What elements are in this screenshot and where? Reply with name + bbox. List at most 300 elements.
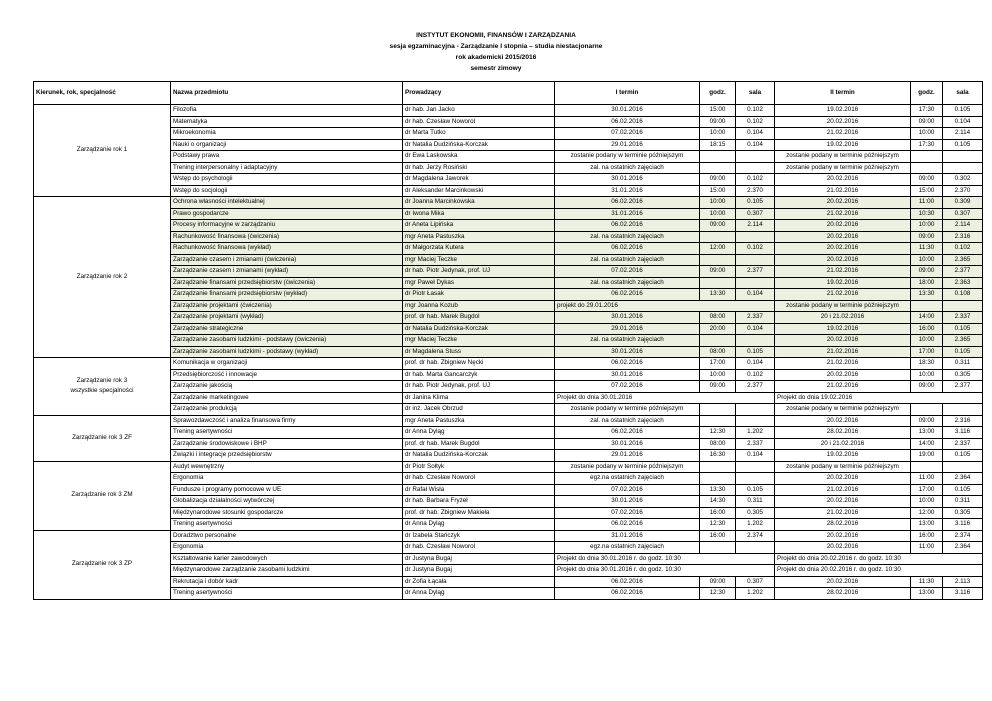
semester: semestr zimowy — [470, 65, 522, 72]
term1-room: 2.377 — [736, 381, 775, 393]
term2-date: 19.02.2016 — [775, 277, 911, 289]
subject-name: Związki i integracje przedsiębiorstw — [171, 450, 403, 462]
term1-note: zal. na ostatnich zajęciach — [555, 335, 700, 347]
term1-time: 09:00 — [700, 266, 736, 278]
term2-room: 0.105 — [943, 346, 983, 358]
term2-room: 2.316 — [943, 415, 983, 427]
term1-room — [736, 231, 775, 243]
subject-name: Mikroekonomia — [171, 128, 403, 140]
term2-time: 17:00 — [911, 484, 943, 496]
term1-time: 15:00 — [700, 105, 736, 117]
term2-date: 21.02.2016 — [775, 208, 911, 220]
term1-date: 07.02.2016 — [555, 507, 700, 519]
table-row — [34, 197, 983, 209]
subject-name: Ergonomia — [171, 542, 403, 554]
term1-date: 06.02.2016 — [555, 588, 700, 600]
subject-name: Zarządzanie zasobami ludzkimi - podstawy (wykład) — [171, 346, 403, 358]
term1-time: 13:30 — [700, 484, 736, 496]
term1-room — [736, 335, 775, 347]
term2-time — [911, 404, 943, 416]
term1-room — [736, 542, 775, 554]
term1-room: 0.104 — [736, 450, 775, 462]
term2-note: Projekt do dnia 20.02.2016 r. do godz. 10:30 — [775, 553, 983, 565]
term2-date: 20.02.2016 — [775, 496, 911, 508]
term2-room — [943, 461, 983, 473]
term1-time: 16:00 — [700, 530, 736, 542]
term1-time: 09:00 — [700, 576, 736, 588]
term1-date: 06.02.2016 — [555, 289, 700, 301]
term1-room: 0.307 — [736, 576, 775, 588]
subject-name: Zarządzanie projektami (wykład) — [171, 312, 403, 324]
term2-room — [943, 162, 983, 174]
col-header-godz1: godz. — [700, 82, 736, 105]
table-row — [34, 266, 983, 278]
subject-name: Komunikacja w organizacji — [171, 358, 403, 370]
term2-date: 19.02.2016 — [775, 105, 911, 117]
col-header-prowadzacy: Prowadzący — [403, 82, 555, 105]
term1-date: 30.01.2016 — [555, 438, 700, 450]
subject-name: Zarządzanie strategiczne — [171, 323, 403, 335]
term2-room: 0.108 — [943, 289, 983, 301]
lecturer-name: dr hab. Piotr Jedynak, prof. UJ — [403, 266, 555, 278]
table-row — [34, 496, 983, 508]
subject-name: Trening interpersonalny i adaptacyjny — [171, 162, 403, 174]
term1-note: zal. na ostatnich zajęciach — [555, 415, 700, 427]
term1-room: 0.105 — [736, 484, 775, 496]
term2-date: 19.02.2016 — [775, 450, 911, 462]
term2-room: 0.309 — [943, 197, 983, 209]
term2-time: 10:00 — [911, 254, 943, 266]
term1-room: 0.311 — [736, 496, 775, 508]
term1-date: 07.02.2016 — [555, 128, 700, 140]
term2-room: 2.113 — [943, 576, 983, 588]
term2-room: 2.114 — [943, 220, 983, 232]
term1-time: 12:30 — [700, 588, 736, 600]
table-row — [34, 151, 983, 163]
term2-note: zostanie podany w terminie późniejszym — [775, 162, 911, 174]
term1-date: 29.01.2016 — [555, 139, 700, 151]
term1-time: 20:00 — [700, 323, 736, 335]
term1-room: 2.377 — [736, 266, 775, 278]
term1-room: 0.105 — [736, 346, 775, 358]
group-label — [34, 197, 171, 358]
table-row — [34, 369, 983, 381]
term2-note: zostanie podany w terminie późniejszym — [775, 151, 911, 163]
lecturer-name: dr hab. Piotr Jedynak, prof. UJ — [403, 381, 555, 393]
subject-name: Matematyka — [171, 116, 403, 128]
term1-room — [736, 415, 775, 427]
term2-room: 0.305 — [943, 507, 983, 519]
table-row — [34, 105, 983, 117]
term1-date: 07.02.2016 — [555, 381, 700, 393]
term2-room: 2.363 — [943, 277, 983, 289]
table-row — [34, 427, 983, 439]
term1-note: zostanie podany w terminie późniejszym — [555, 151, 700, 163]
term1-room: 1.202 — [736, 519, 775, 531]
term1-note: zostanie podany w terminie późniejszym — [555, 461, 700, 473]
group-label-line: wszystkie specjalności — [70, 387, 134, 395]
lecturer-name: prof. dr hab. Marek Bugdol — [403, 312, 555, 324]
group-label-line: Zarządzanie rok 3 ZF — [72, 433, 132, 441]
term2-room: 2.364 — [943, 473, 983, 485]
term2-time: 14:00 — [911, 312, 943, 324]
subject-name: Zarządzanie jakością — [171, 381, 403, 393]
term2-time: 11:30 — [911, 243, 943, 255]
term1-time: 10:00 — [700, 208, 736, 220]
term1-time: 18:15 — [700, 139, 736, 151]
term1-date: 06.02.2016 — [555, 358, 700, 370]
term2-room: 2.365 — [943, 254, 983, 266]
term1-date: 06.02.2016 — [555, 519, 700, 531]
term2-time: 10:00 — [911, 335, 943, 347]
term2-time: 09:00 — [911, 174, 943, 186]
table-row — [34, 128, 983, 140]
institute-title: INSTYTUT EKONOMII, FINANSÓW I ZARZĄDZANIA — [416, 32, 576, 39]
term2-time: 10:00 — [911, 128, 943, 140]
term2-time: 11:30 — [911, 576, 943, 588]
term2-date: 20.02.2016 — [775, 415, 911, 427]
lecturer-name: dr Aneta Lipińska — [403, 220, 555, 232]
table-row — [34, 231, 983, 243]
term2-date: 20.02.2016 — [775, 116, 911, 128]
subject-name: Zarządzanie zasobami ludzkimi - podstawy (ćwiczenia) — [171, 335, 403, 347]
lecturer-name: dr Natalia Dudzińska-Korczak — [403, 323, 555, 335]
table-row — [34, 450, 983, 462]
subject-name: Zarządzanie marketingowe — [171, 392, 403, 404]
term1-note: zal. na ostatnich zajęciach — [555, 162, 700, 174]
term2-note: Projekt do dnia 20.02.2016 r. do godz. 10:30 — [775, 565, 983, 577]
term2-room — [943, 151, 983, 163]
term2-room: 2.377 — [943, 381, 983, 393]
table-row — [34, 346, 983, 358]
term1-room — [736, 254, 775, 266]
term1-room: 0.104 — [736, 139, 775, 151]
term1-time — [700, 335, 736, 347]
subject-name: Trening asertywności — [171, 427, 403, 439]
table-row — [34, 415, 983, 427]
term1-time: 10:00 — [700, 128, 736, 140]
group-label — [34, 461, 171, 530]
term2-time: 19:00 — [911, 450, 943, 462]
lecturer-name: prof. dr hab. Marek Bugdol — [403, 438, 555, 450]
term1-time: 10:00 — [700, 369, 736, 381]
term2-room: 2.365 — [943, 335, 983, 347]
term2-time: 09:00 — [911, 116, 943, 128]
lecturer-name: mgr Aneta Pastuszka — [403, 415, 555, 427]
lecturer-name: dr Małgorzata Kutera — [403, 243, 555, 255]
term2-date: 20.02.2016 — [775, 174, 911, 186]
term2-date: 28.02.2016 — [775, 519, 911, 531]
subject-name: Filozofia — [171, 105, 403, 117]
term2-date: 21.02.2016 — [775, 289, 911, 301]
subject-name: Zarządzanie finansami przedsiębiorstw (ćwiczenia) — [171, 277, 403, 289]
term1-time: 09:00 — [700, 381, 736, 393]
term2-room: 0.105 — [943, 139, 983, 151]
lecturer-name: mgr Aneta Pastuszka — [403, 231, 555, 243]
term1-room: 0.102 — [736, 243, 775, 255]
table-row — [34, 473, 983, 485]
term2-date: 19.02.2016 — [775, 139, 911, 151]
lecturer-name: dr inż. Jacek Obrzud — [403, 404, 555, 416]
term1-time — [700, 151, 736, 163]
table-row — [34, 358, 983, 370]
group-label — [34, 530, 171, 599]
term1-time: 08:00 — [700, 438, 736, 450]
subject-name: Rekrutacja i dobór kadr — [171, 576, 403, 588]
term2-time: 11:00 — [911, 197, 943, 209]
subject-name: Nauki o organizacji — [171, 139, 403, 151]
subject-name: Międzynarodowe zarządzanie zasobami ludzkimi — [171, 565, 403, 577]
term1-date: 30.01.2016 — [555, 174, 700, 186]
term1-time: 08:00 — [700, 346, 736, 358]
term1-note: zostanie podany w terminie późniejszym — [555, 404, 700, 416]
term2-date: 20.02.2016 — [775, 473, 911, 485]
term1-date: 06.02.2016 — [555, 427, 700, 439]
term2-date: 21.02.2016 — [775, 484, 911, 496]
term1-date: 07.02.2016 — [555, 266, 700, 278]
subject-name: Przedsiębiorczość i innowacje — [171, 369, 403, 381]
term2-time: 10:00 — [911, 369, 943, 381]
exam-schedule-table — [33, 81, 983, 600]
term2-room: 2.370 — [943, 185, 983, 197]
table-row — [34, 576, 983, 588]
term1-date: 29.01.2016 — [555, 450, 700, 462]
lecturer-name: dr Magdalena Stuss — [403, 346, 555, 358]
term1-date: 31.01.2016 — [555, 185, 700, 197]
term2-room: 3.116 — [943, 427, 983, 439]
term1-note: Projekt do dnia 30.01.2016 r. do godz. 10:30 — [555, 565, 775, 577]
term1-time: 14:30 — [700, 496, 736, 508]
term2-time: 10:00 — [911, 496, 943, 508]
term1-time: 15:00 — [700, 185, 736, 197]
term1-room: 0.305 — [736, 507, 775, 519]
term1-date: 06.02.2016 — [555, 220, 700, 232]
lecturer-name: dr hab. Marta Gancarczyk — [403, 369, 555, 381]
lecturer-name: dr Natalia Dudzińska-Korczak — [403, 450, 555, 462]
group-label — [34, 105, 171, 197]
term1-room: 0.102 — [736, 369, 775, 381]
term2-note: zostanie podany w terminie późniejszym — [775, 300, 911, 312]
term2-date: 20.02.2016 — [775, 243, 911, 255]
term1-date: 06.02.2016 — [555, 116, 700, 128]
term1-time: 10:00 — [700, 197, 736, 209]
subject-name: Zarządzanie projektami (ćwiczenia) — [171, 300, 403, 312]
lecturer-name: dr Aleksander Marcinkowski — [403, 185, 555, 197]
subject-name: Sprawozdawczość i analiza finansowa firmy — [171, 415, 403, 427]
group-label-line: Zarządzanie rok 3 ZP — [71, 560, 133, 568]
term1-time: 09:00 — [700, 174, 736, 186]
col-header-godz2: godz. — [911, 82, 943, 105]
term1-room: 0.104 — [736, 323, 775, 335]
term1-room: 2.337 — [736, 312, 775, 324]
term2-note: zostanie podany w terminie późniejszym — [775, 461, 911, 473]
term2-date: 21.02.2016 — [775, 266, 911, 278]
term2-room: 0.311 — [943, 358, 983, 370]
term2-room: 3.116 — [943, 519, 983, 531]
term2-room: 3.116 — [943, 588, 983, 600]
term1-date: 29.01.2016 — [555, 323, 700, 335]
term2-date: 21.02.2016 — [775, 346, 911, 358]
lecturer-name: dr Justyna Bugaj — [403, 565, 555, 577]
term2-date: 21.02.2016 — [775, 185, 911, 197]
term1-note: zal. na ostatnich zajęciach — [555, 231, 700, 243]
term2-time: 16:00 — [911, 530, 943, 542]
term1-room — [736, 473, 775, 485]
lecturer-name: dr Ewa Laskowska — [403, 151, 555, 163]
table-row — [34, 542, 983, 554]
term1-room: 2.114 — [736, 220, 775, 232]
term2-time: 13:00 — [911, 427, 943, 439]
subject-name: Rachunkowość finansowa (ćwiczenia) — [171, 231, 403, 243]
term1-date: 30.01.2016 — [555, 312, 700, 324]
term2-date: 28.02.2016 — [775, 588, 911, 600]
term1-note: zal. na ostatnich zajęciach — [555, 254, 700, 266]
subject-name: Wstęp do socjologii — [171, 185, 403, 197]
subject-name: Zarządzanie środowiskowe i BHP — [171, 438, 403, 450]
table-row — [34, 588, 983, 600]
subject-name: Audyt wewnętrzny — [171, 461, 403, 473]
subject-name: Wstęp do psychologii — [171, 174, 403, 186]
term1-room: 2.370 — [736, 185, 775, 197]
col-header-nazwa: Nazwa przedmiotu — [171, 82, 403, 105]
subject-name: Ochrona własności intelektualnej — [171, 197, 403, 209]
header-row — [34, 82, 983, 105]
term1-date: 06.02.2016 — [555, 197, 700, 209]
term2-room: 2.374 — [943, 530, 983, 542]
term2-room: 0.311 — [943, 496, 983, 508]
term1-room: 0.104 — [736, 358, 775, 370]
term1-date: 31.01.2016 — [555, 208, 700, 220]
group-label — [34, 415, 171, 461]
table-row — [34, 461, 983, 473]
term1-date: 07.02.2016 — [555, 484, 700, 496]
col-header-sala2: sala — [943, 82, 983, 105]
term2-time: 09:00 — [911, 415, 943, 427]
table-row — [34, 312, 983, 324]
term1-time: 12:00 — [700, 243, 736, 255]
term1-room: 1.202 — [736, 588, 775, 600]
lecturer-name: dr Anna Dyląg — [403, 427, 555, 439]
lecturer-name: dr Piotr Łasak — [403, 289, 555, 301]
subject-name: Zarządzanie czasem i zmianami (ćwiczenia) — [171, 254, 403, 266]
table-row — [34, 438, 983, 450]
term2-date: 20 i 21.02.2016 — [775, 312, 911, 324]
lecturer-name: dr Anna Dyląg — [403, 588, 555, 600]
term1-room: 2.374 — [736, 530, 775, 542]
term2-date: 21.02.2016 — [775, 507, 911, 519]
term1-time: 12:30 — [700, 519, 736, 531]
col-header-termin1: I termin — [555, 82, 700, 105]
term2-room: 2.337 — [943, 312, 983, 324]
term1-note: projekt do 29.01.2016 — [555, 300, 775, 312]
term1-time — [700, 415, 736, 427]
lecturer-name: dr hab. Czesław Noworol — [403, 116, 555, 128]
lecturer-name: mgr Maciej Teczke — [403, 335, 555, 347]
term2-time: 09:00 — [911, 381, 943, 393]
term2-time — [911, 461, 943, 473]
table-row — [34, 139, 983, 151]
term1-room: 0.104 — [736, 128, 775, 140]
term2-time: 14:00 — [911, 438, 943, 450]
term1-date: 30.01.2016 — [555, 346, 700, 358]
lecturer-name: mgr Paweł Dykas — [403, 277, 555, 289]
table-row — [34, 243, 983, 255]
term1-time — [700, 254, 736, 266]
table-row — [34, 565, 983, 577]
term1-date: 30.01.2016 — [555, 105, 700, 117]
subject-name: Rachunkowość finansowa (wykład) — [171, 243, 403, 255]
term2-time: 13:30 — [911, 289, 943, 301]
term2-date: 20.02.2016 — [775, 369, 911, 381]
term2-date: 20.02.2016 — [775, 530, 911, 542]
term2-room: 0.104 — [943, 116, 983, 128]
term2-room: 0.307 — [943, 208, 983, 220]
lecturer-name: dr Piotr Sołtyk — [403, 461, 555, 473]
term1-room: 2.337 — [736, 438, 775, 450]
term1-time: 09:00 — [700, 220, 736, 232]
term1-date: 30.01.2016 — [555, 496, 700, 508]
table-row — [34, 174, 983, 186]
term1-note: egz.na ostatnich zajęciach — [555, 473, 700, 485]
group-label — [34, 358, 171, 416]
term1-time: 17:00 — [700, 358, 736, 370]
schedule-body — [34, 105, 983, 600]
table-row — [34, 116, 983, 128]
table-row — [34, 553, 983, 565]
term2-date: 20.02.2016 — [775, 220, 911, 232]
lecturer-name: dr Natalia Dudzińska-Korczak — [403, 139, 555, 151]
table-row — [34, 392, 983, 404]
lecturer-name: dr Anna Dyląg — [403, 519, 555, 531]
table-row — [34, 208, 983, 220]
term2-time: 16:00 — [911, 323, 943, 335]
lecturer-name: dr hab. Barbara Fryzeł — [403, 496, 555, 508]
term2-time: 13:00 — [911, 519, 943, 531]
table-row — [34, 185, 983, 197]
table-row — [34, 254, 983, 266]
col-header-sala1: sala — [736, 82, 775, 105]
subject-name: Doradztwo personalne — [171, 530, 403, 542]
col-header-termin2: II termin — [775, 82, 911, 105]
term1-note: Projekt do dnia 30.01.2016 — [555, 392, 775, 404]
term1-time: 12:30 — [700, 427, 736, 439]
lecturer-name: dr Justyna Bugaj — [403, 553, 555, 565]
term2-room: 2.337 — [943, 438, 983, 450]
term2-time: 12:00 — [911, 507, 943, 519]
table-row — [34, 381, 983, 393]
table-row — [34, 484, 983, 496]
term2-room: 2.364 — [943, 542, 983, 554]
term1-room — [736, 277, 775, 289]
lecturer-name: dr Magdalena Jaworek — [403, 174, 555, 186]
term1-time — [700, 162, 736, 174]
term2-room: 2.377 — [943, 266, 983, 278]
session-title: sesja egzaminacyjna - Zarządzanie I stopnia – studia niestacjonarne — [389, 43, 603, 50]
lecturer-name: dr Marta Tutko — [403, 128, 555, 140]
lecturer-name: dr Izabela Stańczyk — [403, 530, 555, 542]
term1-room: 0.102 — [736, 116, 775, 128]
term1-time: 16:30 — [700, 450, 736, 462]
term2-room: 2.114 — [943, 128, 983, 140]
term2-time: 17:30 — [911, 139, 943, 151]
term2-room: 0.105 — [943, 450, 983, 462]
term2-time: 11:00 — [911, 542, 943, 554]
term2-time: 09:00 — [911, 266, 943, 278]
term2-time: 09:00 — [911, 231, 943, 243]
table-row — [34, 530, 983, 542]
term1-room: 1.202 — [736, 427, 775, 439]
term1-note: zal. na ostatnich zajęciach — [555, 277, 700, 289]
